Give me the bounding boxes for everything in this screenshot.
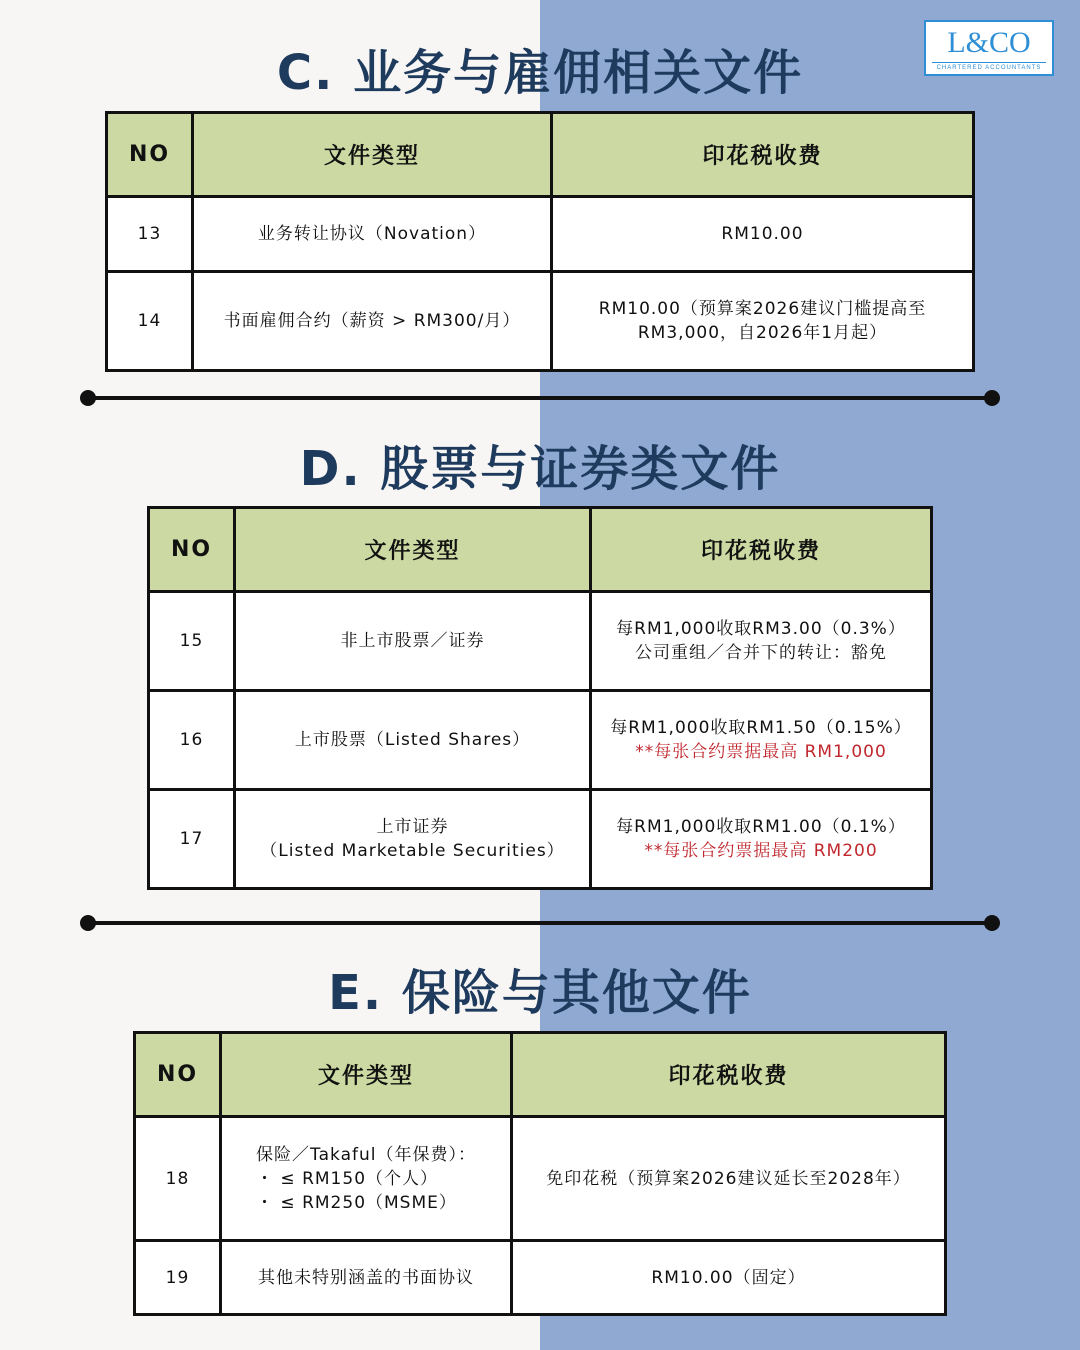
fee-cap-note: **每张合约票据最高 RM1,000 [635, 742, 887, 762]
row-no: 18 [135, 1117, 221, 1241]
table-row [149, 790, 932, 889]
row-type [221, 1117, 512, 1241]
header-fee: 印花税收费 [591, 508, 932, 592]
row-no: 16 [149, 691, 235, 790]
row-type: 其他未特别涵盖的书面协议 [221, 1241, 512, 1315]
fee-line: RM3,000，自2026年1月起） [637, 323, 888, 343]
fee-cap-note: **每张合约票据最高 RM200 [644, 841, 878, 861]
type-line: 上市证券 [376, 817, 449, 837]
header-type: 文件类型 [235, 508, 591, 592]
type-line: （Listed Marketable Securities） [260, 841, 565, 861]
row-fee [512, 1117, 946, 1241]
row-fee [591, 790, 932, 889]
row-no: 17 [149, 790, 235, 889]
type-line: ・ ≤ RM250（MSME） [256, 1192, 457, 1213]
section-d-title: D. 股票与证券类文件 [299, 441, 781, 497]
header-no: NO [149, 508, 235, 592]
header-type: 文件类型 [193, 113, 552, 197]
logo-text: L&CO [947, 26, 1031, 59]
row-type [235, 790, 591, 889]
row-fee [591, 691, 932, 790]
table-header-row [149, 508, 932, 592]
header-no: NO [135, 1033, 221, 1117]
fee-line: RM10.00（固定） [651, 1267, 806, 1288]
row-fee [512, 1241, 946, 1315]
row-type: 书面雇佣合约（薪资 > RM300/月） [193, 272, 552, 371]
type-line: ・ ≤ RM150（个人） [256, 1168, 439, 1189]
header-type: 文件类型 [221, 1033, 512, 1117]
fee-line: 免印花税（预算案2026建议延长至2028年） [546, 1168, 911, 1189]
row-no: 13 [107, 197, 193, 272]
row-no: 14 [107, 272, 193, 371]
table-row [135, 1241, 946, 1315]
section-c-table [105, 111, 975, 372]
row-type: 上市股票（Listed Shares） [235, 691, 591, 790]
header-no: NO [107, 113, 193, 197]
header-fee: 印花税收费 [552, 113, 974, 197]
row-type: 业务转让协议（Novation） [193, 197, 552, 272]
row-fee [591, 592, 932, 691]
fee-line: 每RM1,000收取RM1.50（0.15%） [610, 718, 912, 738]
row-no: 15 [149, 592, 235, 691]
table-header-row [135, 1033, 946, 1117]
section-c-title: C. 业务与雇佣相关文件 [276, 45, 804, 101]
logo-subtitle: CHARTERED ACCOUNTANTS [932, 62, 1046, 73]
type-lines [256, 1143, 476, 1215]
section-divider [88, 396, 992, 400]
fee-line: RM10.00（预算案2026建议门槛提高至 [598, 299, 927, 319]
row-type: 非上市股票／证券 [235, 592, 591, 691]
table-row [107, 272, 974, 371]
fee-line: RM10.00 [721, 224, 804, 244]
header-fee: 印花税收费 [512, 1033, 946, 1117]
table-row [149, 691, 932, 790]
fee-line: 每RM1,000收取RM1.00（0.1%） [616, 817, 906, 837]
fee-line: 每RM1,000收取RM3.00（0.3%） [616, 619, 906, 639]
table-row [149, 592, 932, 691]
section-divider [88, 921, 992, 925]
table-header-row [107, 113, 974, 197]
fee-line: 公司重组／合并下的转让：豁免 [635, 643, 887, 663]
row-fee [552, 197, 974, 272]
section-d-table [147, 506, 933, 890]
row-no: 19 [135, 1241, 221, 1315]
section-e-table [133, 1031, 947, 1316]
section-e-title: E. 保险与其他文件 [328, 965, 752, 1021]
row-fee [552, 272, 974, 371]
type-line: 保险／Takaful（年保费）： [256, 1144, 476, 1165]
table-row [107, 197, 974, 272]
table-row [135, 1117, 946, 1241]
